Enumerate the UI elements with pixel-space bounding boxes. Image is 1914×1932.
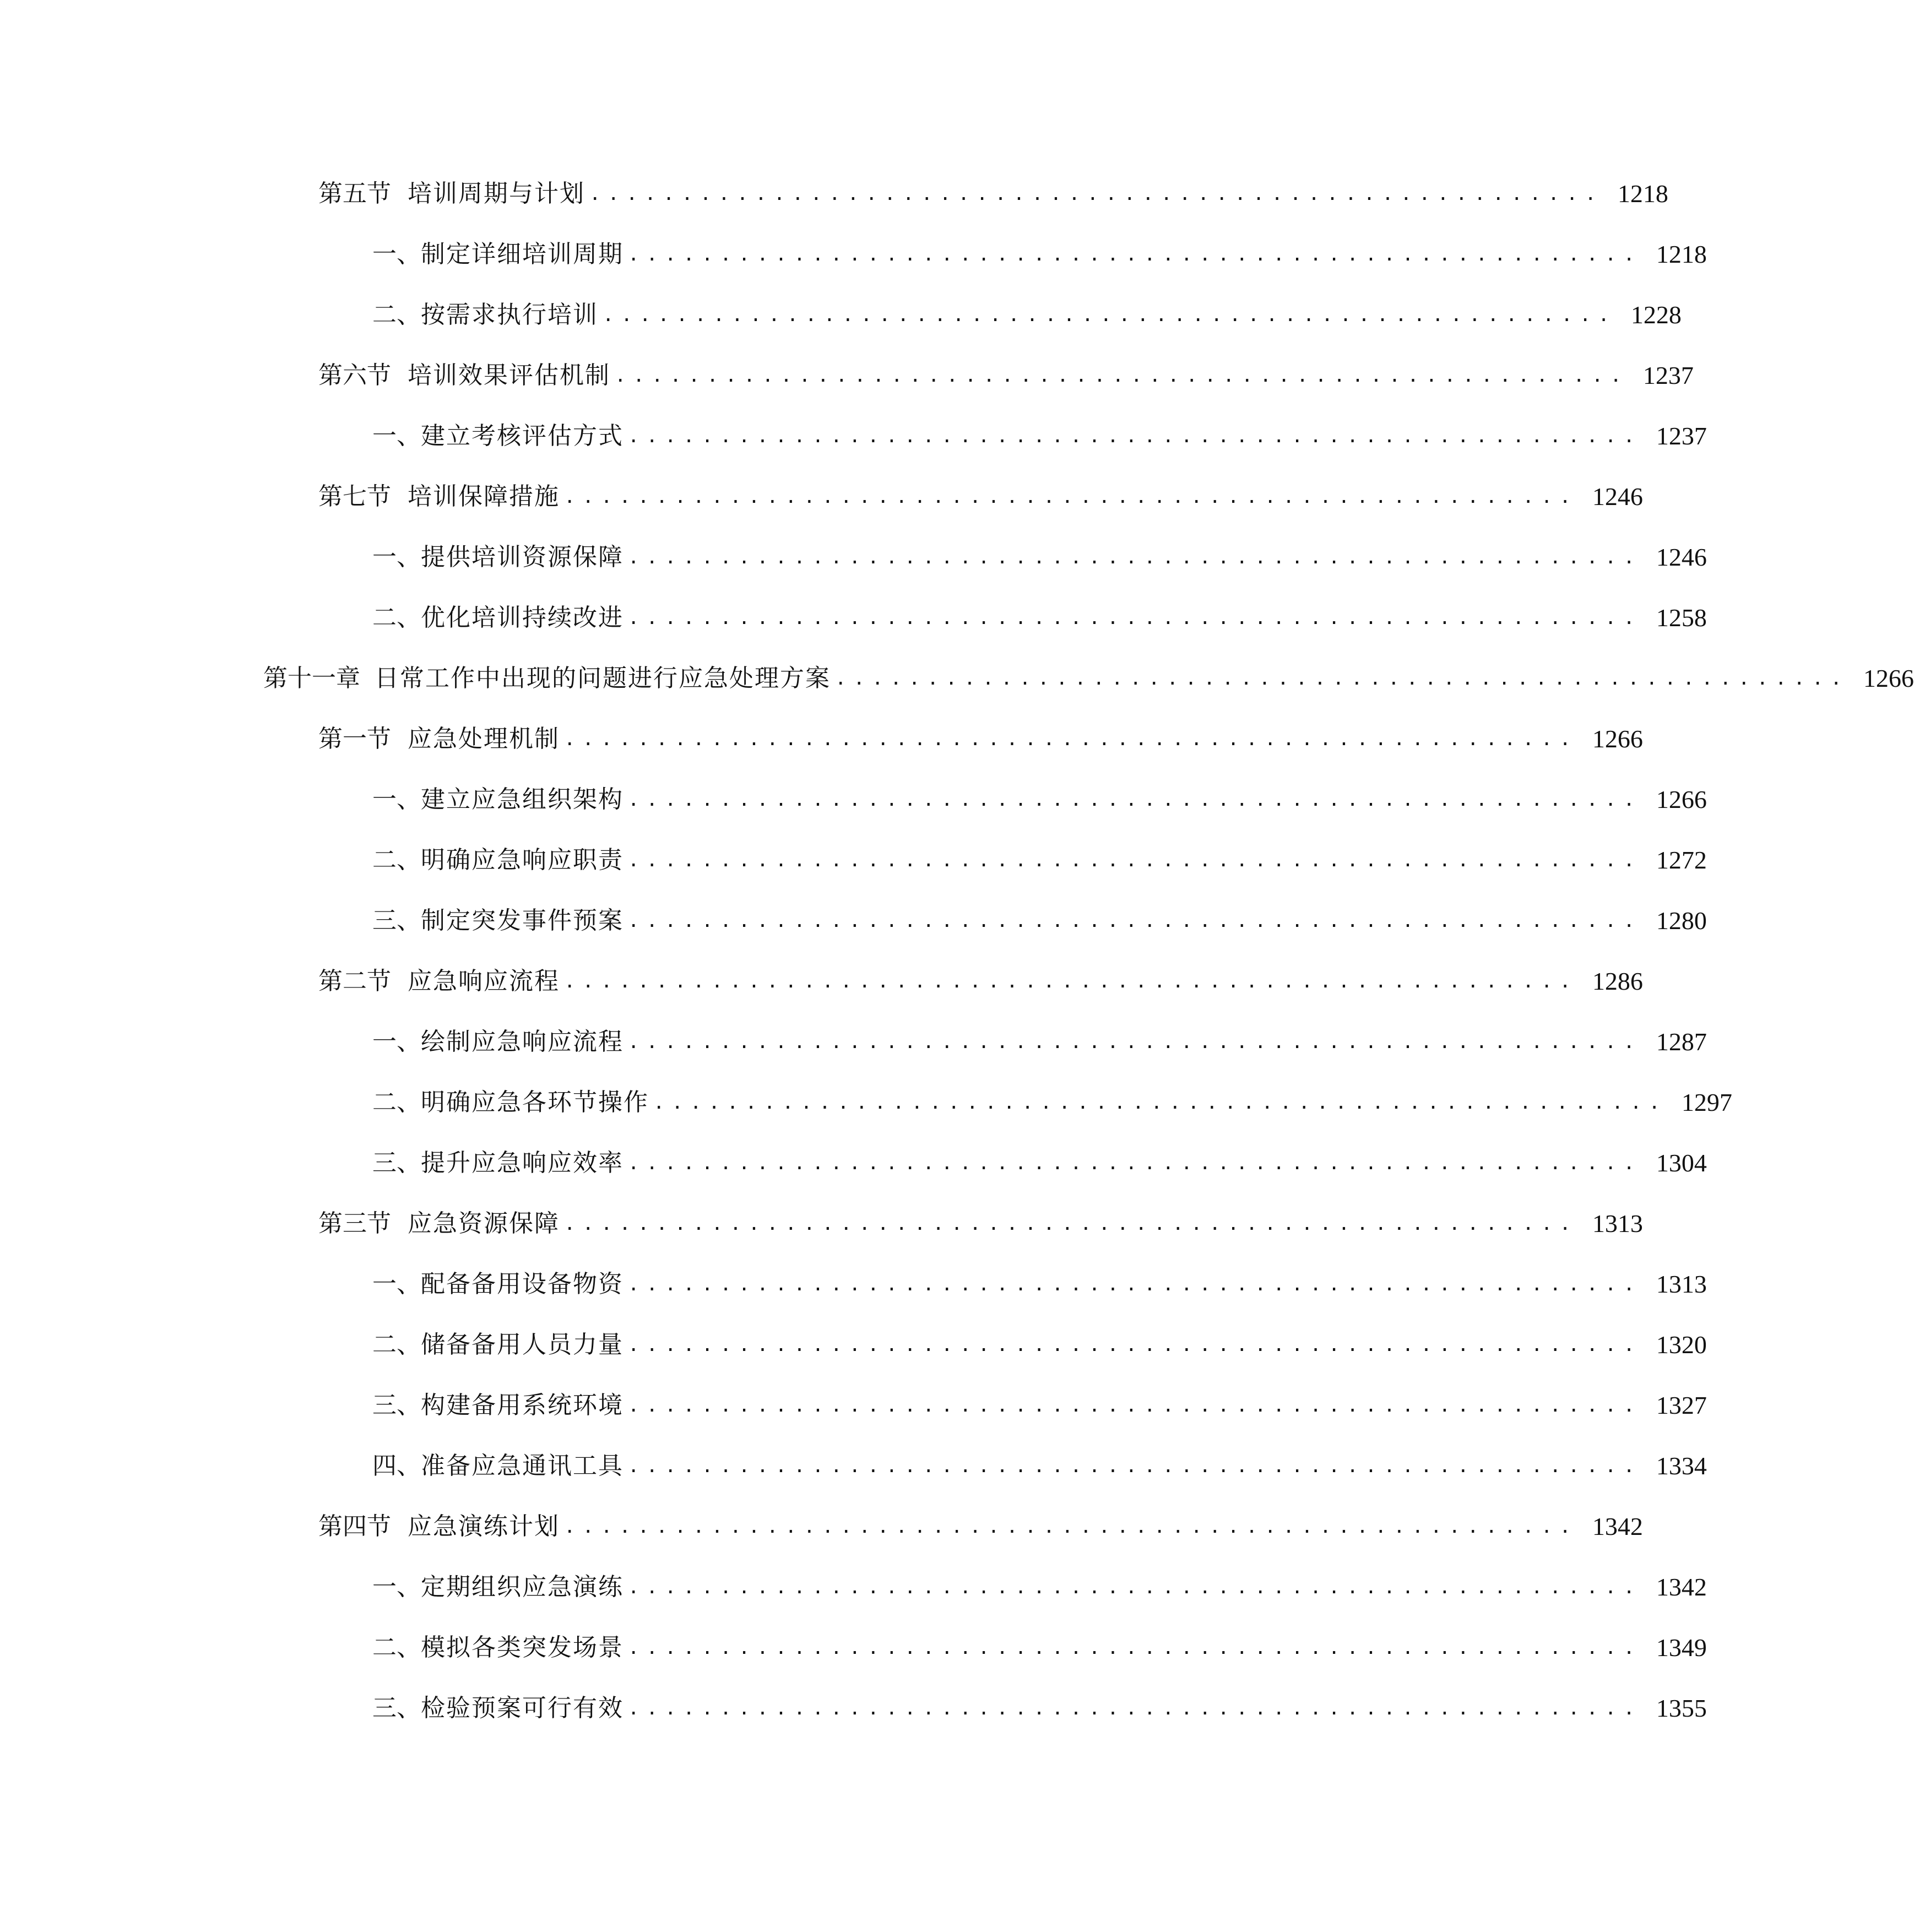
toc-entry-item[interactable] [372, 1620, 1707, 1664]
toc-entry-page: 1237 [1642, 361, 1694, 389]
toc-entry-number: 三、 [372, 1149, 421, 1177]
dot-leader: ....................................................... [615, 365, 1629, 387]
toc-entry-title: 日常工作中出现的问题进行应急处理方案 [375, 664, 831, 692]
toc-entry-number: 第三节 [318, 1209, 391, 1238]
dot-leader: ....................................................... [564, 1516, 1578, 1538]
toc-entry-title: 应急处理机制 [408, 725, 560, 753]
dot-leader: ....................................................... [628, 789, 1642, 811]
toc-entry-title: 培训保障措施 [408, 482, 560, 511]
toc-entry-number: 二、 [372, 1331, 421, 1359]
dot-leader: ....................................................... [628, 425, 1642, 447]
toc-entry-number: 二、 [372, 604, 421, 632]
dot-leader: ....................................................... [628, 607, 1642, 629]
dot-leader: ....................................................... [628, 1576, 1642, 1598]
toc-entry-item[interactable] [372, 893, 1707, 937]
toc-entry-title: 模拟各类突发场景 [421, 1633, 623, 1662]
toc-entry-title: 优化培训持续改进 [421, 604, 623, 632]
toc-entry-item[interactable] [372, 1257, 1707, 1301]
toc-entry-title: 明确应急响应职责 [421, 846, 623, 874]
toc-entry-section-4[interactable] [318, 1499, 1643, 1543]
toc-entry-number: 三、 [372, 1391, 421, 1419]
dot-leader: ....................................................... [628, 1152, 1642, 1174]
toc-entry-page: 1218 [1656, 240, 1707, 268]
toc-entry-section-7[interactable] [318, 469, 1643, 513]
toc-entry-item[interactable] [372, 590, 1707, 634]
toc-entry-page: 1355 [1656, 1694, 1707, 1722]
toc-entry-number: 第七节 [318, 482, 391, 511]
toc-entry-number: 第四节 [318, 1512, 391, 1540]
toc-entry-title: 准备应急通讯工具 [421, 1452, 623, 1480]
toc-entry-number: 三、 [372, 907, 421, 935]
toc-entry-number: 第六节 [318, 361, 391, 389]
toc-entry-title: 建立考核评估方式 [421, 422, 623, 450]
toc-entry-title: 构建备用系统环境 [421, 1391, 623, 1419]
toc-entry-item[interactable] [372, 1317, 1707, 1361]
toc-entry-number: 第二节 [318, 967, 391, 995]
dot-leader: ....................................................... [628, 910, 1642, 932]
dot-leader: ....................................................... [564, 1213, 1578, 1235]
toc-entry-title: 配备备用设备物资 [421, 1270, 623, 1298]
toc-entry-section-6[interactable] [318, 348, 1694, 392]
toc-entry-number: 二、 [372, 846, 421, 874]
dot-leader: ....................................................... [603, 304, 1617, 326]
toc-entry-number: 一、 [372, 1270, 421, 1298]
toc-entry-page: 1272 [1656, 846, 1707, 874]
dot-leader: ....................................................... [589, 183, 1603, 205]
dot-leader: ....................................................... [628, 546, 1642, 568]
dot-leader: ....................................................... [628, 1031, 1642, 1053]
toc-entry-page: 1313 [1656, 1270, 1707, 1298]
toc-entry-title: 制定详细培训周期 [421, 240, 623, 268]
toc-entry-number: 第一节 [318, 725, 391, 753]
dot-leader: ....................................................... [564, 970, 1578, 992]
toc-entry-page: 1266 [1592, 725, 1643, 753]
toc-entry-title: 提供培训资源保障 [421, 543, 623, 571]
toc-entry-item[interactable] [372, 1014, 1707, 1059]
dot-leader: ....................................................... [628, 1273, 1642, 1295]
toc-entry-item[interactable] [372, 1075, 1732, 1119]
toc-entry-item[interactable] [372, 227, 1707, 271]
toc-entry-title: 应急演练计划 [408, 1512, 560, 1540]
toc-entry-page: 1320 [1656, 1331, 1707, 1359]
toc-entry-title: 培训效果评估机制 [408, 361, 610, 389]
toc-entry-number: 二、 [372, 1088, 421, 1116]
dot-leader: ....................................................... [628, 1334, 1642, 1356]
toc-entry-page: 1334 [1656, 1452, 1707, 1480]
toc-entry-number: 一、 [372, 240, 421, 268]
toc-entry-title: 按需求执行培训 [421, 301, 598, 329]
toc-entry-number: 一、 [372, 422, 421, 450]
toc-entry-item[interactable] [372, 1378, 1707, 1422]
dot-leader: ....................................................... [628, 1697, 1642, 1719]
toc-entry-number: 第五节 [318, 180, 391, 208]
dot-leader: ....................................................... [628, 1455, 1642, 1477]
toc-entry-number: 二、 [372, 301, 421, 329]
toc-entry-page: 1287 [1656, 1028, 1707, 1056]
toc-entry-item[interactable] [372, 530, 1707, 574]
dot-leader: ....................................................... [564, 728, 1578, 750]
toc-entry-page: 1218 [1617, 180, 1668, 208]
toc-entry-number: 一、 [372, 543, 421, 571]
toc-entry-item[interactable] [372, 1560, 1707, 1604]
toc-entry-title: 检验预案可行有效 [421, 1694, 623, 1722]
toc-entry-item[interactable] [372, 409, 1707, 453]
toc-entry-page: 1304 [1656, 1149, 1707, 1177]
toc-entry-page: 1246 [1592, 482, 1643, 511]
dot-leader: ....................................................... [628, 1394, 1642, 1417]
toc-entry-page: 1297 [1681, 1088, 1732, 1116]
toc-entry-page: 1258 [1656, 604, 1707, 632]
toc-entry-title: 提升应急响应效率 [421, 1149, 623, 1177]
toc-entry-title: 建立应急组织架构 [421, 785, 623, 813]
toc-entry-item[interactable] [372, 1439, 1707, 1483]
toc-entry-page: 1246 [1656, 543, 1707, 571]
dot-leader: ....................................................... [628, 243, 1642, 265]
toc-entry-title: 绘制应急响应流程 [421, 1028, 623, 1056]
toc-entry-section-2[interactable] [318, 954, 1643, 998]
toc-entry-page: 1266 [1656, 785, 1707, 813]
toc-entry-item[interactable] [372, 1136, 1707, 1180]
toc-entry-title: 制定突发事件预案 [421, 907, 623, 935]
toc-entry-number: 一、 [372, 785, 421, 813]
toc-entry-page: 1228 [1630, 301, 1682, 329]
toc-entry-section-5[interactable] [318, 166, 1668, 210]
toc-entry-number: 第十一章 [263, 664, 360, 692]
toc-entry-page: 1349 [1656, 1633, 1707, 1662]
toc-entry-title: 培训周期与计划 [408, 180, 585, 208]
dot-leader: ....................................................... [628, 849, 1642, 871]
toc-entry-title: 储备备用人员力量 [421, 1331, 623, 1359]
toc-entry-section-1[interactable] [318, 712, 1643, 756]
toc-entry-section-3[interactable] [318, 1196, 1643, 1240]
dot-leader: ....................................................... [835, 667, 1849, 690]
toc-entry-number: 二、 [372, 1633, 421, 1662]
toc-entry-number: 四、 [372, 1452, 421, 1480]
toc-entry-title: 定期组织应急演练 [421, 1573, 623, 1601]
toc-entry-page: 1237 [1656, 422, 1707, 450]
toc-entry-item[interactable] [372, 833, 1707, 877]
toc-entry-number: 一、 [372, 1028, 421, 1056]
toc-entry-item[interactable] [372, 772, 1707, 816]
toc-entry-item[interactable] [372, 287, 1682, 332]
toc-entry-number: 一、 [372, 1573, 421, 1601]
toc-entry-chapter-11[interactable] [263, 651, 1914, 695]
dot-leader: ....................................................... [653, 1092, 1667, 1114]
dot-leader: ....................................................... [628, 1637, 1642, 1659]
toc-entry-page: 1280 [1656, 907, 1707, 935]
toc-entry-page: 1313 [1592, 1209, 1643, 1238]
toc-entry-title: 应急资源保障 [408, 1209, 560, 1238]
toc-entry-page: 1342 [1656, 1573, 1707, 1601]
toc-entry-page: 1266 [1863, 664, 1914, 692]
toc-entry-title: 明确应急各环节操作 [421, 1088, 649, 1116]
toc-entry-page: 1286 [1592, 967, 1643, 995]
toc-entry-title: 应急响应流程 [408, 967, 560, 995]
toc-entry-item[interactable] [372, 1681, 1707, 1725]
toc-entry-number: 三、 [372, 1694, 421, 1722]
toc-entry-page: 1327 [1656, 1391, 1707, 1419]
toc-entry-page: 1342 [1592, 1512, 1643, 1540]
dot-leader: ....................................................... [564, 486, 1578, 508]
